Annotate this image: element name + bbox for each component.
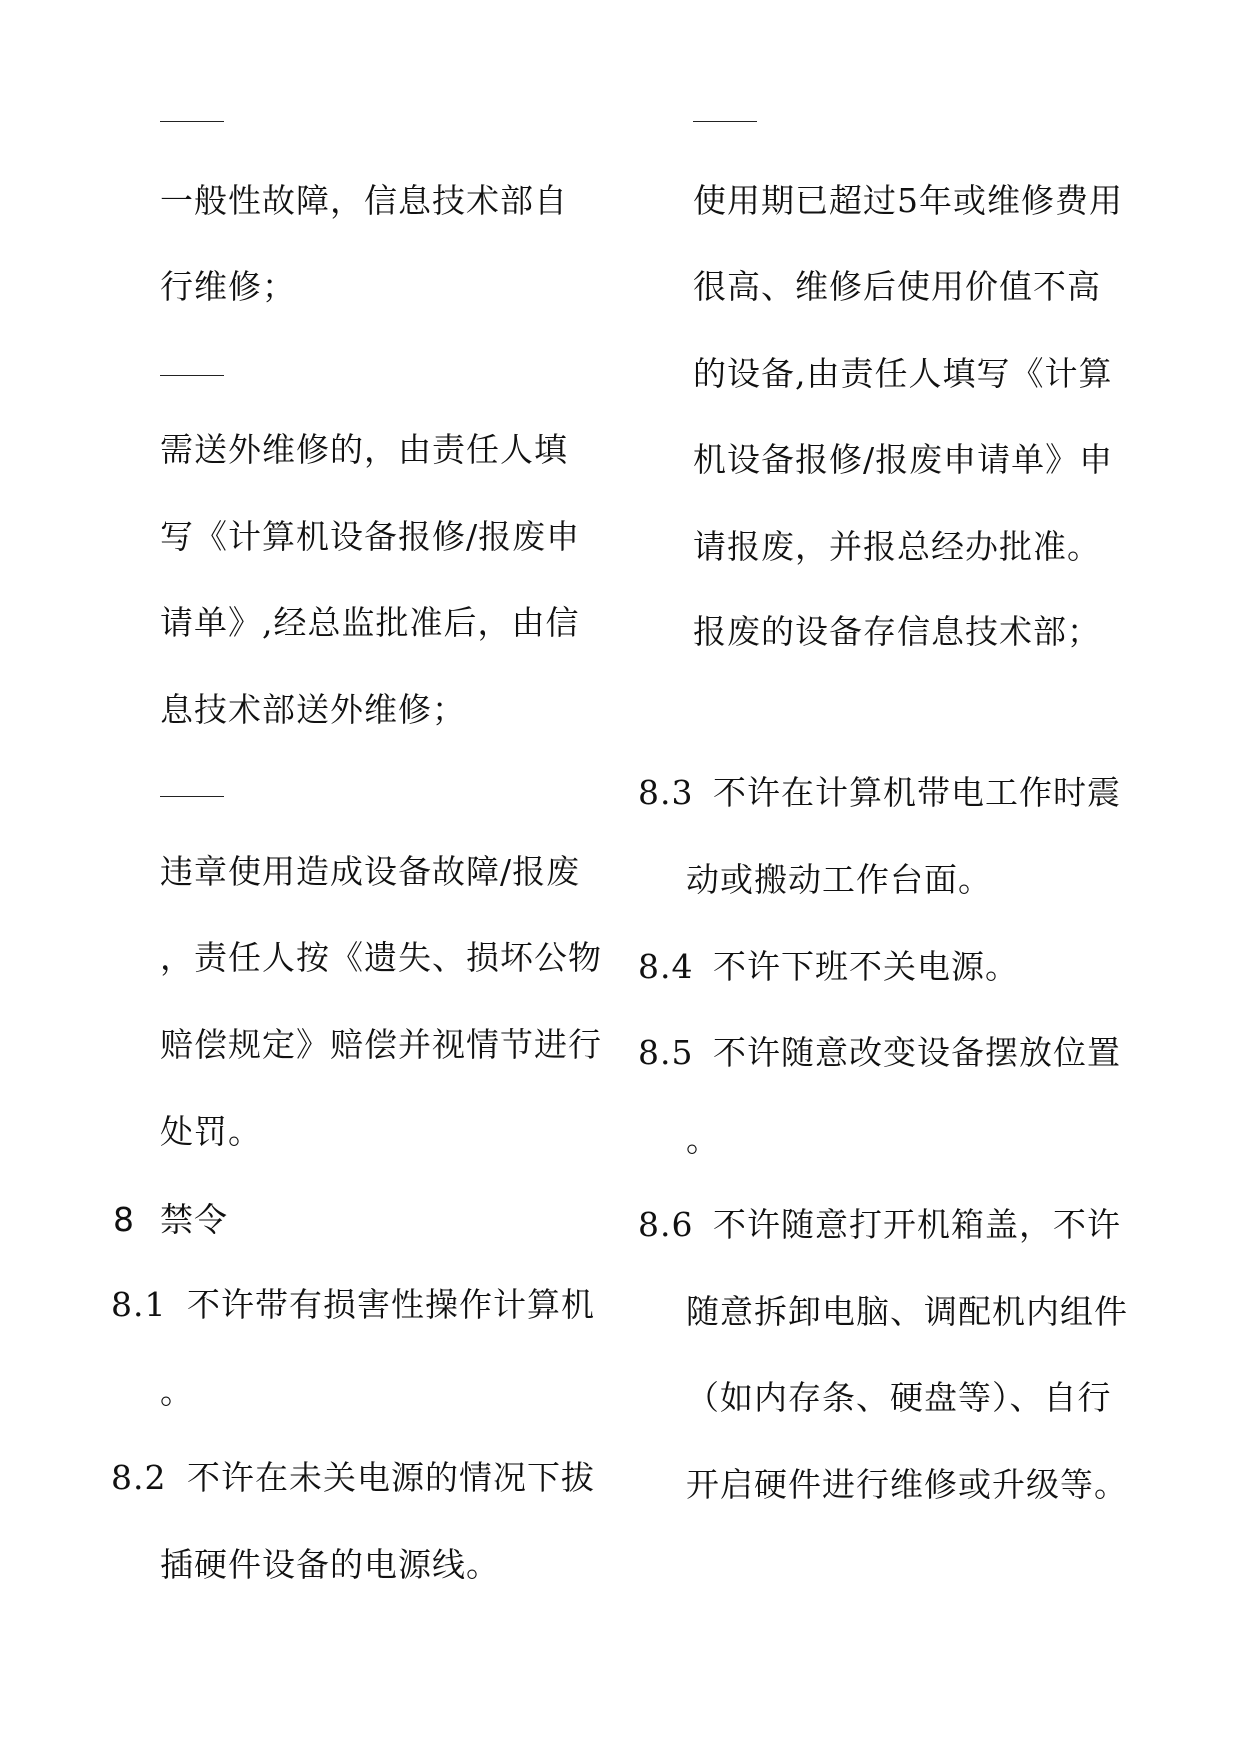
scrap-line-3: 的设备,由责任人填写《计算 <box>693 354 1113 393</box>
em-dash-separator <box>160 375 224 376</box>
rule-8-5-line-2: 。 <box>686 1120 720 1159</box>
violation-line-2: ，责任人按《遗失、损坏公物 <box>160 938 602 977</box>
rule-8-4-number: 8.4 <box>638 947 694 986</box>
em-dash-separator <box>160 121 224 122</box>
rule-8-6-line-1: 不许随意打开机箱盖，不许 <box>713 1205 1121 1244</box>
rule-8-3-line-1: 不许在计算机带电工作时震 <box>713 773 1121 812</box>
rule-8-1-number: 8.1 <box>111 1285 167 1324</box>
general-fault-line-2: 行维修； <box>160 267 296 306</box>
external-repair-line-2: 写《计算机设备报修/报废申 <box>160 517 581 556</box>
rule-8-2-line-2: 插硬件设备的电源线。 <box>160 1545 500 1584</box>
rule-8-6-line-4: 开启硬件进行维修或升级等。 <box>686 1465 1128 1504</box>
general-fault-line-1: 一般性故障，信息技术部自 <box>160 181 568 220</box>
section-8-number: 8 <box>113 1200 135 1239</box>
rule-8-1-line-2: 。 <box>160 1372 194 1411</box>
external-repair-line-4: 息技术部送外维修； <box>160 690 466 729</box>
scrap-line-2: 很高、维修后使用价值不高 <box>693 267 1101 306</box>
violation-line-4: 处罚。 <box>160 1112 262 1151</box>
scrap-line-5: 请报废，并报总经办批准。 <box>693 527 1101 566</box>
rule-8-3-number: 8.3 <box>638 773 694 812</box>
rule-8-1-line-1: 不许带有损害性操作计算机 <box>187 1285 595 1324</box>
rule-8-5-number: 8.5 <box>638 1033 694 1072</box>
rule-8-5-line-1: 不许随意改变设备摆放位置 <box>713 1033 1121 1072</box>
rule-8-6-line-3: （如内存条、硬盘等）、自行 <box>686 1378 1112 1417</box>
section-8-title: 禁令 <box>160 1200 228 1239</box>
em-dash-separator <box>160 796 224 797</box>
rule-8-6-line-2: 随意拆卸电脑、调配机内组件 <box>686 1292 1128 1331</box>
em-dash-separator <box>693 121 757 122</box>
scrap-line-1: 使用期已超过5年或维修费用 <box>693 181 1123 220</box>
rule-8-2-number: 8.2 <box>111 1458 167 1497</box>
rule-8-2-line-1: 不许在未关电源的情况下拔 <box>187 1458 595 1497</box>
rule-8-3-line-2: 动或搬动工作台面。 <box>686 860 992 899</box>
violation-line-1: 违章使用造成设备故障/报废 <box>160 852 581 891</box>
external-repair-line-1: 需送外维修的，由责任人填 <box>160 430 568 469</box>
external-repair-line-3: 请单》,经总监批准后，由信 <box>160 603 580 642</box>
rule-8-4-line-1: 不许下班不关电源。 <box>713 947 1019 986</box>
violation-line-3: 赔偿规定》赔偿并视情节进行 <box>160 1025 602 1064</box>
rule-8-6-number: 8.6 <box>638 1205 694 1244</box>
scrap-line-6: 报废的设备存信息技术部； <box>693 612 1101 651</box>
scrap-line-4: 机设备报修/报废申请单》申 <box>693 440 1114 479</box>
